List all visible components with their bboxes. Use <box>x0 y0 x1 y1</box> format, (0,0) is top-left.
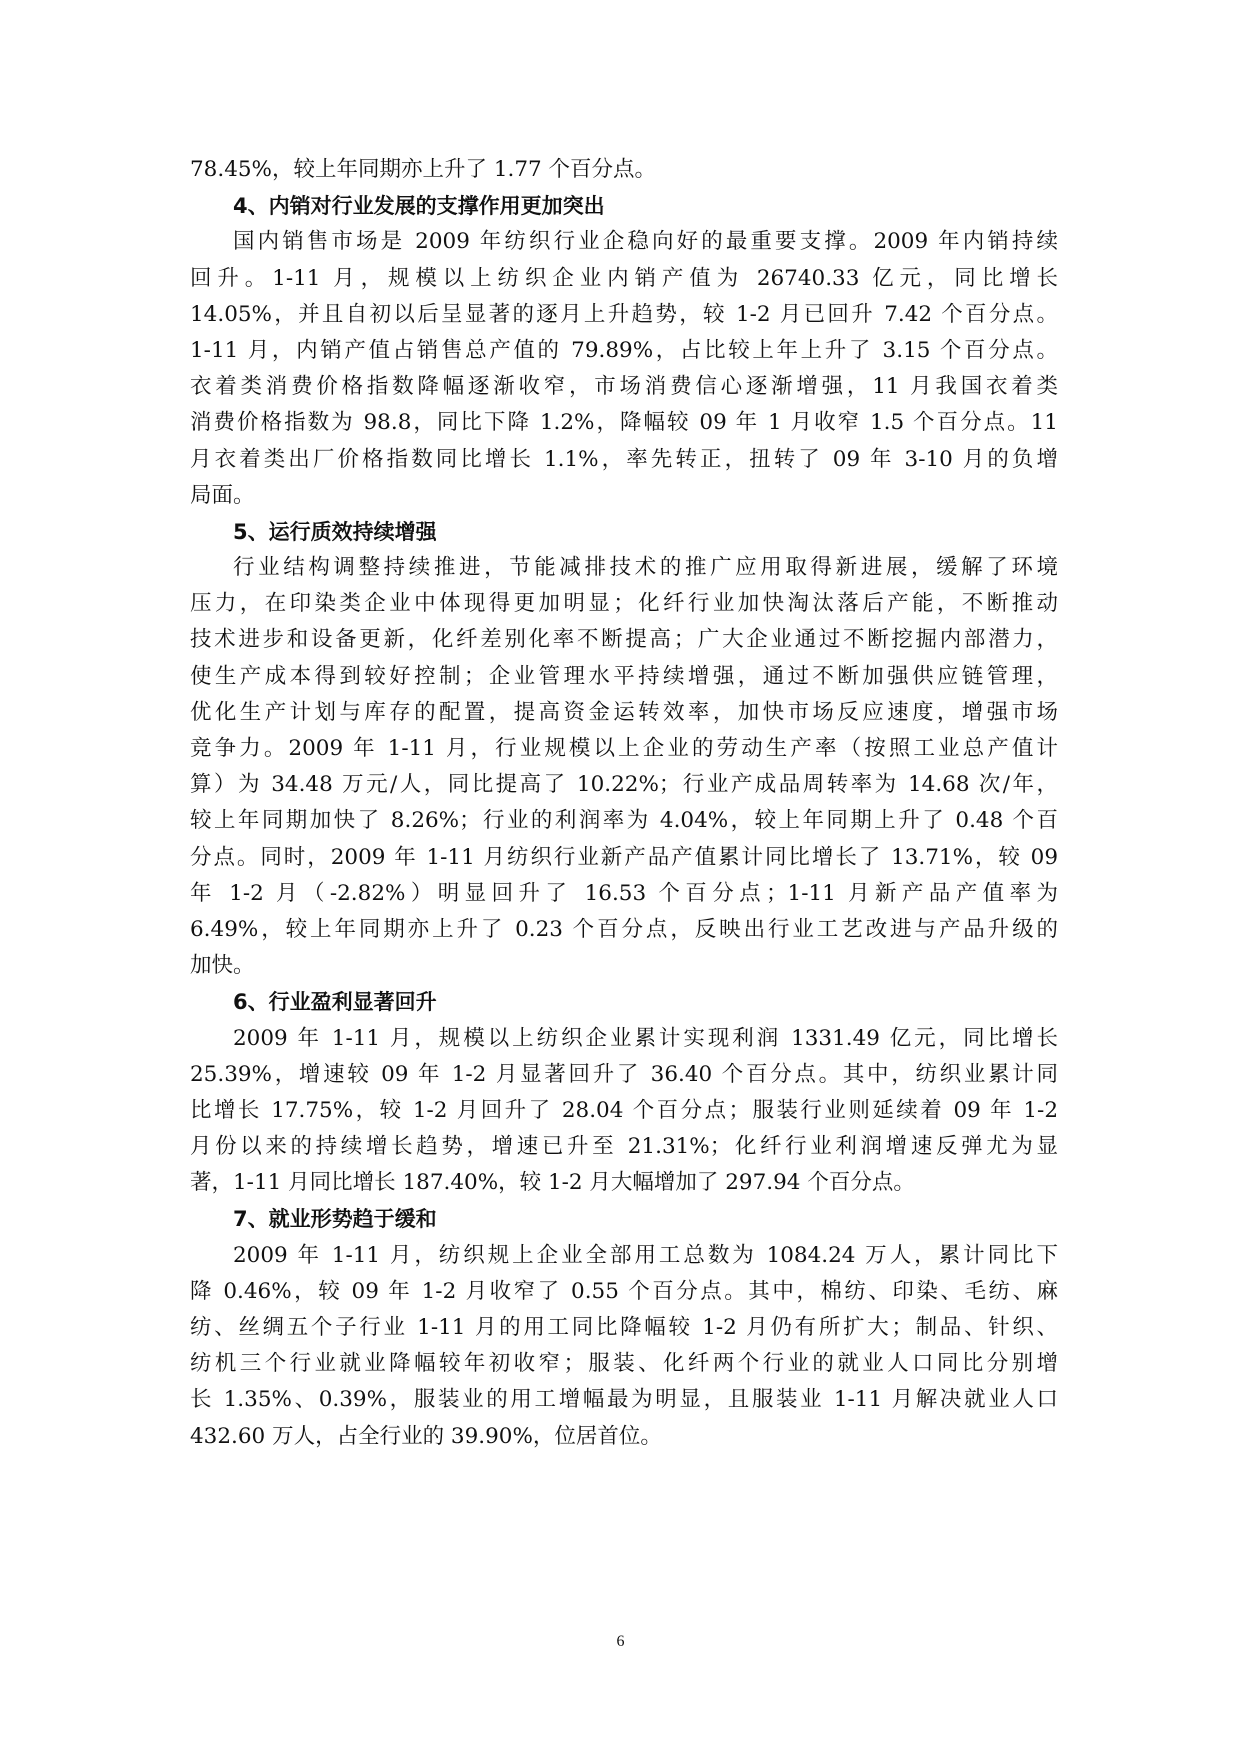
paragraph-line: 6.49%，较上年同期亦上升了 0.23 个百分点，反映出行业工艺改进与产品升级的 <box>190 916 1058 942</box>
paragraph-line: 技术进步和设备更新，化纤差别化率不断提高；广大企业通过不断挖掘内部潜力， <box>190 627 1058 653</box>
paragraph-line: 1-11 月，内销产值占销售总产值的 79.89%，占比较上年上升了 3.15 个百分点。 <box>190 337 1058 363</box>
paragraph-line: 比增长 17.75%，较 1-2 月回升了 28.04 个百分点；服装行业则延续着 09 年 1-2 <box>190 1097 1058 1123</box>
paragraph-line: 消费价格指数为 98.8，同比下降 1.2%，降幅较 09 年 1 月收窄 1.5 个百分点。11 <box>190 410 1058 436</box>
paragraph-line: 年 1-2 月（-2.82%）明显回升了 16.53 个百分点；1-11 月新产品产值率为 <box>190 880 1058 906</box>
paragraph-line: 月份以来的持续增长趋势，增速已升至 21.31%；化纤行业利润增速反弹尤为显 <box>190 1134 1058 1160</box>
paragraph-line: 加快。 <box>190 953 255 979</box>
paragraph-line: 竞争力。2009 年 1-11 月，行业规模以上企业的劳动生产率（按照工业总产值计 <box>190 736 1058 761</box>
paragraph-line: 432.60 万人，占全行业的 39.90%，位居首位。 <box>190 1423 662 1449</box>
paragraph-line: 优化生产计划与库存的配置，提高资金运转效率，加快市场反应速度，增强市场 <box>190 699 1058 725</box>
paragraph-line: 行业结构调整持续推进，节能减排技术的推广应用取得新进展，缓解了环境 <box>233 555 1058 581</box>
paragraph-line: 长 1.35%、0.39%，服装业的用工增幅最为明显，且服装业 1-11 月解决就业人口 <box>190 1387 1058 1413</box>
page-number: 6 <box>616 1633 625 1650</box>
paragraph-line: 2009 年 1-11 月，纺织规上企业全部用工总数为 1084.24 万人，累计同比下 <box>233 1242 1058 1268</box>
section-heading: 7、就业形势趋于缓和 <box>233 1207 437 1232</box>
section-heading: 6、行业盈利显著回升 <box>233 990 437 1015</box>
paragraph-line: 分点。同时，2009 年 1-11 月纺织行业新产品产值累计同比增长了 13.71%，较 09 <box>190 844 1058 870</box>
paragraph-line: 算）为 34.48 万元/人，同比提高了 10.22%；行业产成品周转率为 14.68 次/年， <box>190 772 1058 798</box>
paragraph-line: 14.05%，并且自初以后呈显著的逐月上升趋势，较 1-2 月已回升 7.42 个百分点。 <box>190 301 1058 327</box>
paragraph-line: 2009 年 1-11 月，规模以上纺织企业累计实现利润 1331.49 亿元，同比增长 <box>233 1025 1058 1051</box>
paragraph-line: 国内销售市场是 2009 年纺织行业企稳向好的最重要支撑。2009 年内销持续 <box>233 229 1058 255</box>
paragraph-line: 25.39%，增速较 09 年 1-2 月显著回升了 36.40 个百分点。其中，纺织业累计同 <box>190 1061 1058 1087</box>
paragraph-line: 纺机三个行业就业降幅较年初收窄；服装、化纤两个行业的就业人口同比分别增 <box>190 1351 1058 1377</box>
paragraph-line: 78.45%，较上年同期亦上升了 1.77 个百分点。 <box>190 157 657 182</box>
paragraph-line: 著，1-11 月同比增长 187.40%，较 1-2 月大幅增加了 297.94 个百分点。 <box>190 1170 915 1196</box>
paragraph-line: 纺、丝绸五个子行业 1-11 月的用工同比降幅较 1-2 月仍有所扩大；制品、针织、 <box>190 1315 1058 1340</box>
body-text <box>190 152 1058 1455</box>
paragraph-line: 较上年同期加快了 8.26%；行业的利润率为 4.04%，较上年同期上升了 0.48 个百 <box>190 808 1058 834</box>
section-heading: 5、运行质效持续增强 <box>233 519 437 544</box>
paragraph-line: 局面。 <box>190 482 255 508</box>
paragraph-line: 月衣着类出厂价格指数同比增长 1.1%，率先转正，扭转了 09 年 3-10 月的负增 <box>190 446 1058 472</box>
paragraph-line: 使生产成本得到较好控制；企业管理水平持续增强，通过不断加强供应链管理， <box>190 663 1058 689</box>
paragraph-line: 降 0.46%，较 09 年 1-2 月收窄了 0.55 个百分点。其中，棉纺、印染、毛纺、麻 <box>190 1278 1058 1304</box>
section-heading: 4、内销对行业发展的支撑作用更加突出 <box>233 194 605 219</box>
paragraph-line: 衣着类消费价格指数降幅逐渐收窄，市场消费信心逐渐增强，11 月我国衣着类 <box>190 374 1058 400</box>
paragraph-line: 压力，在印染类企业中体现得更加明显；化纤行业加快淘汰落后产能，不断推动 <box>190 591 1058 617</box>
paragraph-line: 回升。1-11 月，规模以上纺织企业内销产值为 26740.33 亿元，同比增长 <box>190 265 1058 291</box>
